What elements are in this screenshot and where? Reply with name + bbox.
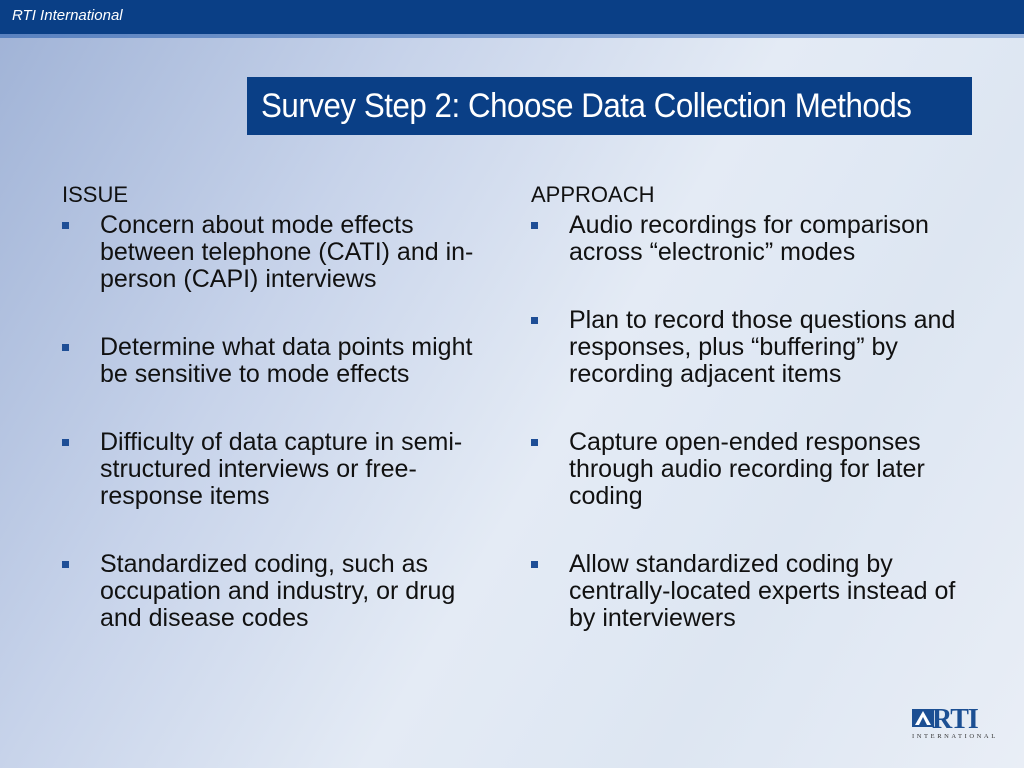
bullet-icon xyxy=(531,439,538,446)
header-bar xyxy=(0,0,1024,34)
issue-item xyxy=(62,212,502,293)
approach-item xyxy=(531,307,971,388)
org-name: RTI International xyxy=(12,7,123,24)
bullet-icon xyxy=(531,561,538,568)
issue-item xyxy=(62,551,502,632)
issue-heading: ISSUE xyxy=(62,182,129,207)
logo-subtext: INTERNATIONAL xyxy=(912,733,998,740)
approach-item-text: Audio recordings for comparison across “electronic” modes xyxy=(569,211,929,266)
rti-logo-mark-icon xyxy=(912,707,934,729)
issue-column xyxy=(62,182,502,632)
issue-item xyxy=(62,334,502,388)
approach-column xyxy=(531,182,971,632)
bullet-icon xyxy=(62,222,69,229)
approach-item xyxy=(531,429,971,510)
bullet-icon xyxy=(62,344,69,351)
issue-item-text: Difficulty of data capture in semi-structured interviews or free-response items xyxy=(100,428,463,510)
bullet-icon xyxy=(531,317,538,324)
approach-item xyxy=(531,551,971,632)
title-box xyxy=(247,77,972,135)
bullet-icon xyxy=(531,222,538,229)
approach-item-text: Plan to record those questions and responses, plus “buffering” by recording adjacent items xyxy=(569,306,956,388)
bullet-icon xyxy=(62,561,69,568)
approach-item-text: Allow standardized coding by centrally-located experts instead of by interviewers xyxy=(569,550,956,632)
approach-item xyxy=(531,212,971,266)
issue-item-text: Determine what data points might be sensitive to mode effects xyxy=(100,333,473,388)
header-divider xyxy=(0,34,1024,38)
rti-logo xyxy=(912,704,998,741)
issue-item xyxy=(62,429,502,510)
issue-item-text: Standardized coding, such as occupation and industry, or drug and disease codes xyxy=(100,550,456,632)
approach-item-text: Capture open-ended responses through audio recording for later coding xyxy=(569,428,925,510)
issue-item-text: Concern about mode effects between telephone (CATI) and in-person (CAPI) interviews xyxy=(100,211,474,293)
approach-heading: APPROACH xyxy=(531,182,655,207)
slide-title: Survey Step 2: Choose Data Collection Methods xyxy=(261,86,912,125)
bullet-icon xyxy=(62,439,69,446)
logo-text: RTI xyxy=(932,704,978,735)
